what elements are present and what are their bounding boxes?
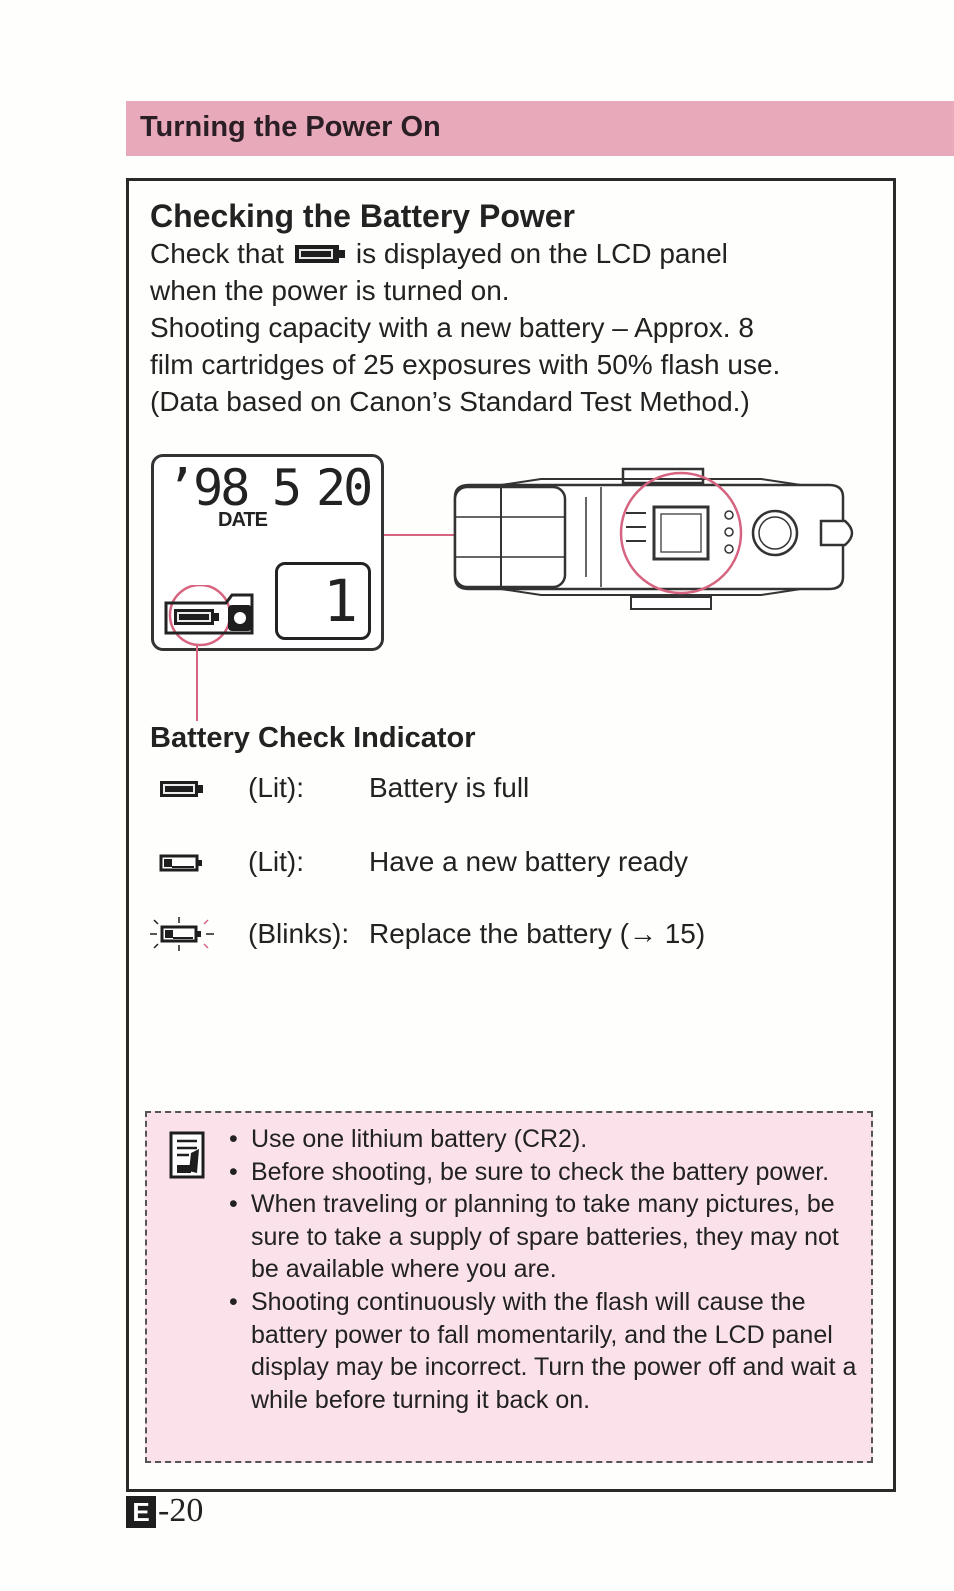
indicator-state: (Lit): [248,772,304,803]
lcd-year: ’98 [166,459,248,517]
body-line-5: (Data based on Canon’s Standard Test Method.) [150,386,750,417]
note-item: • Before shooting, be sure to check the battery power. [229,1156,859,1189]
body-line-4: film cartridges of 25 exposures with 50% flash use. [150,349,781,380]
battery-low-icon [150,852,206,874]
indicator-desc: Battery is full [369,772,530,803]
battery-full-icon [150,778,206,800]
notes-box [145,1111,873,1463]
indicator-desc: Have a new battery ready [369,846,689,877]
body-line-1-pre: Check that [150,238,284,269]
indicator-state: (Blinks): [248,918,350,949]
body-line-2: when the power is turned on. [150,275,510,306]
language-badge: E [126,1496,156,1528]
lcd-battery-film-icons [162,585,272,647]
battery-blinking-icon [150,916,220,952]
content-box [126,178,896,1492]
lcd-counter-value: 1 [323,567,358,635]
lcd-month: 5 [272,459,303,517]
notes-list [229,1123,859,1416]
body-line-1-post: is displayed on the LCD panel [355,238,728,269]
indicator-desc: Replace the battery (→ 15) [369,918,706,949]
lcd-panel-illustration [151,454,384,651]
body-text [150,235,880,420]
note-item: • Shooting continuously with the flash will cause the battery power to fall momentarily, and the LCD panel display may be incorrect. Turn the power off and wait a while before turning it back on. [229,1286,859,1416]
body-line-1 [150,235,880,272]
note-item: • Use one lithium battery (CR2). [229,1123,859,1156]
body-line-3: Shooting capacity with a new battery – Approx. 8 [150,312,754,343]
section-header-band [126,101,954,156]
page-number: -20 [158,1492,204,1529]
battery-full-icon [294,244,346,264]
indicator-state: (Lit): [248,846,304,877]
section-header-title: Turning the Power On [140,111,441,143]
lcd-day: 20 [316,459,371,517]
lcd-date-label: DATE [218,509,267,531]
indicator-title: Battery Check Indicator [150,722,476,754]
memo-icon [169,1131,205,1179]
section-title: Checking the Battery Power [150,198,575,234]
camera-top-view-illustration [441,457,866,617]
callout-line-indicator [196,646,198,721]
lcd-frame-counter [275,562,371,640]
note-item: • When traveling or planning to take many pictures, be sure to take a supply of spare batteries, they may not be available where you are. [229,1188,859,1286]
